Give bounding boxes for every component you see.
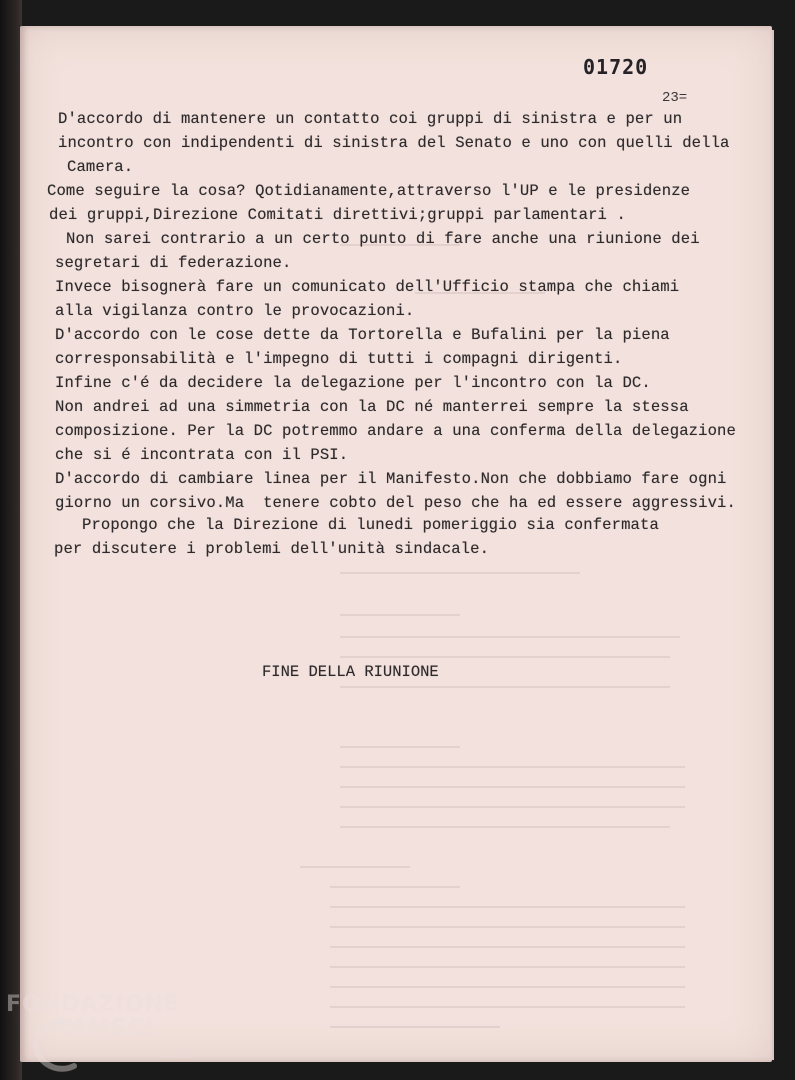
watermark-line2: RAMSCI — [52, 1016, 155, 1041]
text-line: D'accordo con le cose dette da Tortorella e Bufalini per la piena — [55, 326, 670, 344]
watermark-line3: onlus — [162, 1050, 189, 1061]
text-line: incontro con indipendenti di sinistra del Senato e uno con quelli della — [58, 134, 730, 152]
bleed-through-mark — [340, 686, 670, 688]
text-line: dei gruppi,Direzione Comitati direttivi;gruppi parlamentari . — [49, 206, 626, 224]
bleed-through-mark — [340, 766, 685, 768]
bleed-through-mark — [330, 906, 685, 908]
bleed-through-mark — [340, 614, 460, 616]
bleed-through-mark — [330, 966, 685, 968]
text-line: Invece bisognerà fare un comunicato dell'Ufficio stampa che chiami — [55, 278, 680, 296]
text-line: composizione. Per la DC potremmo andare a una conferma della delegazione — [55, 422, 736, 440]
text-line: alla vigilanza contro le provocazioni. — [55, 302, 415, 320]
text-line: Non andrei ad una simmetria con la DC né manterrei sempre la stessa — [55, 398, 689, 416]
bleed-through-mark — [330, 1006, 685, 1008]
text-line: giorno un corsivo.Ma tenere cobto del peso che ha ed essere aggressivi. — [55, 494, 736, 512]
bleed-through-mark — [330, 1026, 500, 1028]
bleed-through-mark — [340, 656, 670, 658]
text-line: corresponsabilità e l'impegno di tutti i compagni dirigenti. — [55, 350, 623, 368]
bleed-through-mark — [330, 926, 685, 928]
watermark-line1: FONDAZIONE — [6, 992, 180, 1017]
text-line: Camera. — [67, 158, 134, 176]
text-line: Infine c'é da decidere la delegazione per l'incontro con la DC. — [55, 374, 651, 392]
text-line: che si é incontrata con il PSI. — [55, 446, 349, 464]
bleed-through-mark — [340, 786, 685, 788]
closing-title: FINE DELLA RIUNIONE — [262, 663, 439, 681]
text-line: D'accordo di mantenere un contatto coi gruppi di sinistra e per un — [58, 110, 683, 128]
binding-strip — [0, 0, 22, 1080]
bleed-through-mark — [340, 636, 680, 638]
bleed-through-mark — [340, 826, 670, 828]
text-line: per discutere i problemi dell'unità sindacale. — [54, 540, 490, 558]
text-line: D'accordo di cambiare linea per il Manifesto.Non che dobbiamo fare ogni — [55, 470, 727, 488]
text-line: Come seguire la cosa? Qotidianamente,attraverso l'UP e le presidenze — [47, 182, 691, 200]
document-number: 01720 — [583, 55, 649, 79]
text-line: segretari di federazione. — [55, 254, 292, 272]
bleed-through-mark — [340, 806, 685, 808]
bleed-through-mark — [340, 572, 580, 574]
bleed-through-mark — [330, 986, 685, 988]
bleed-through-mark — [340, 746, 460, 748]
fondazione-gramsci-watermark — [6, 992, 206, 1078]
bleed-through-mark — [300, 866, 410, 868]
bleed-through-mark — [330, 946, 685, 948]
text-line: Propongo che la Direzione di lunedi pomeriggio sia confermata — [82, 516, 659, 534]
bleed-through-mark — [330, 886, 460, 888]
page-number: 23= — [662, 90, 688, 106]
text-line: Non sarei contrario a un certo punto di fare anche una riunione dei — [66, 230, 700, 248]
